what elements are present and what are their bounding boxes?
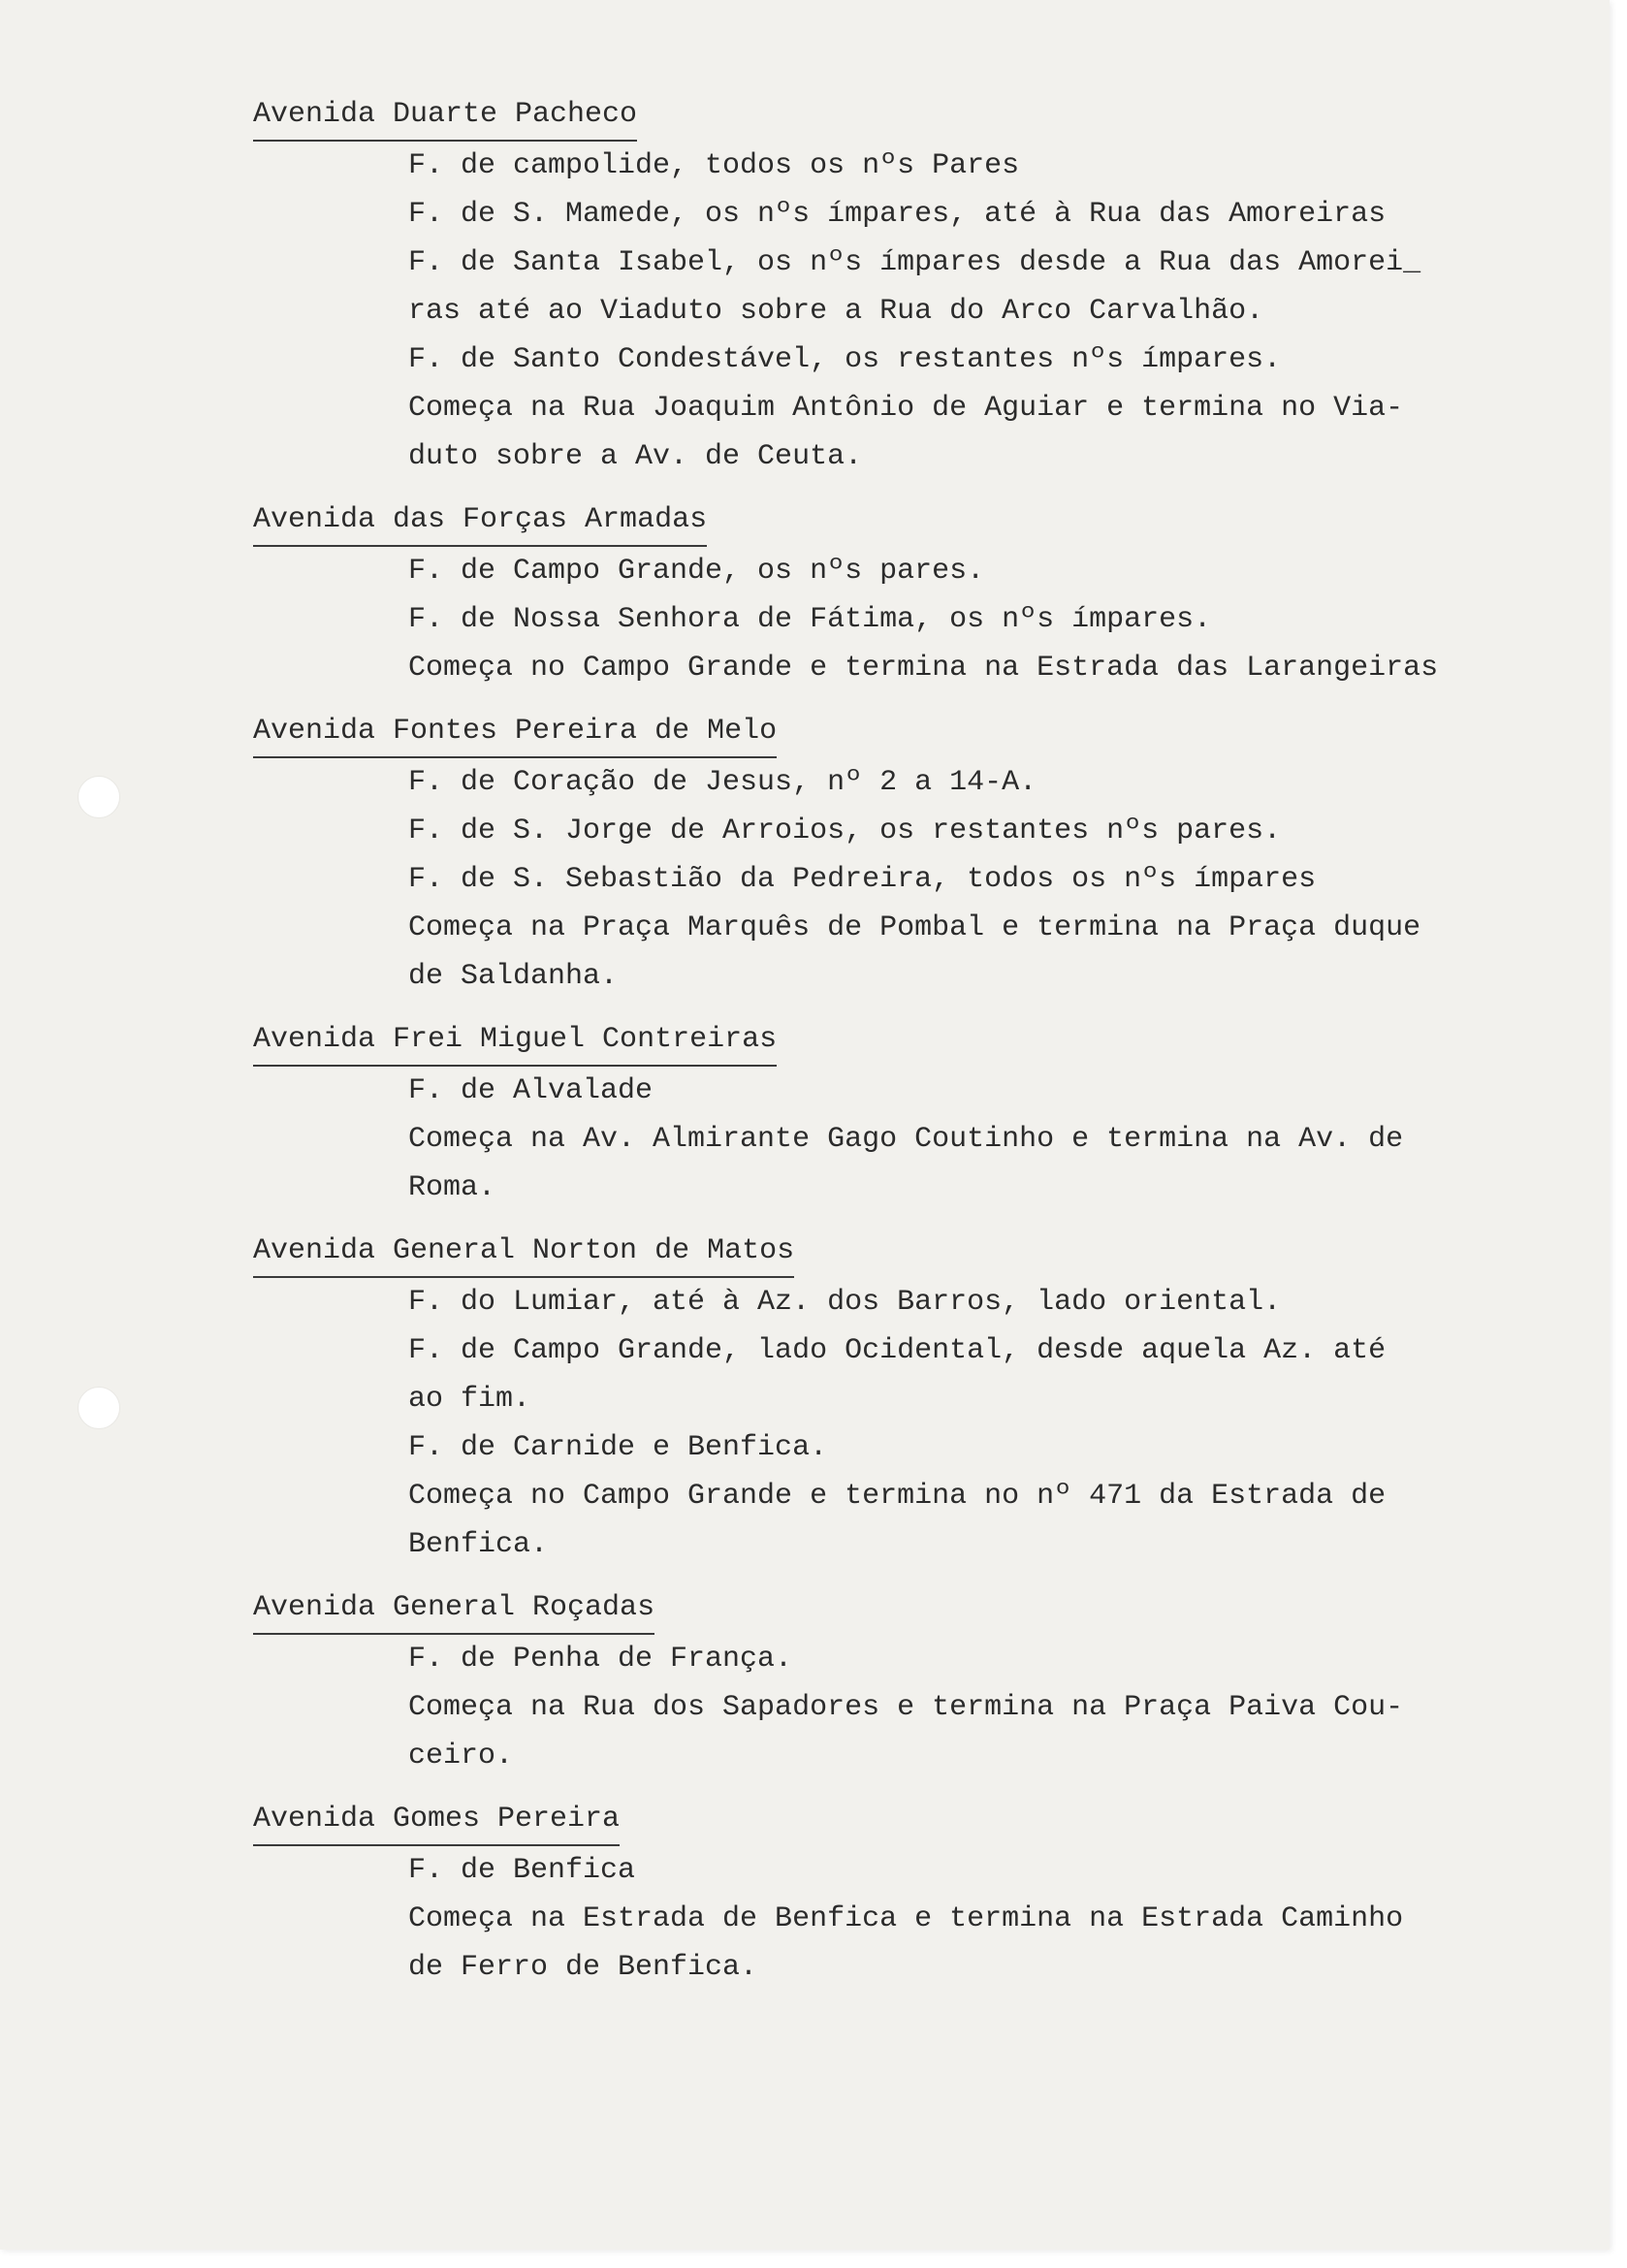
street-entry: [253, 1584, 1438, 1780]
entry-line: Começa no Campo Grande e termina no nº 471 da Estrada de: [408, 1480, 1387, 1513]
entry-line: F. de Santa Isabel, os nºs ímpares desde a Rua das Amorei_: [408, 246, 1421, 279]
entry-line: Começa na Praça Marquês de Pombal e termina na Praça duque: [408, 911, 1421, 944]
street-entry: [253, 1228, 1438, 1569]
entry-line: F. de Benfica: [408, 1854, 636, 1887]
entry-line: F. de Santo Condestável, os restantes nºs ímpares.: [408, 343, 1282, 376]
entry-line: Começa na Estrada de Benfica e termina na Estrada Caminho: [408, 1902, 1404, 1935]
entry-line: de Ferro de Benfica.: [408, 1951, 758, 1984]
street-entry: [253, 91, 1438, 481]
document-body: [253, 91, 1438, 1992]
street-heading: Avenida Gomes Pereira: [253, 1796, 620, 1846]
entry-line: F. de Penha de França.: [408, 1643, 793, 1676]
street-entry: [253, 496, 1438, 692]
entry-line: ceiro.: [408, 1740, 514, 1773]
entry-line: F. de S. Sebastião da Pedreira, todos os nºs ímpares: [408, 863, 1317, 896]
entry-line: F. de Coração de Jesus, nº 2 a 14-A.: [408, 766, 1037, 799]
entry-line: F. de Alvalade: [408, 1074, 654, 1107]
street-heading: Avenida Duarte Pacheco: [253, 91, 637, 142]
entry-line: Roma.: [408, 1171, 496, 1204]
entry-line: de Saldanha.: [408, 960, 619, 993]
punch-hole: [78, 776, 120, 818]
entry-line: F. de Carnide e Benfica.: [408, 1431, 828, 1464]
entry-line: F. de campolide, todos os nºs Pares: [408, 149, 1020, 182]
entry-line: F. de S. Mamede, os nºs ímpares, até à Rua das Amoreiras: [408, 198, 1387, 231]
entry-line: F. de Campo Grande, os nºs pares.: [408, 555, 985, 588]
street-heading: Avenida General Norton de Matos: [253, 1228, 794, 1278]
entry-line: F. do Lumiar, até à Az. dos Barros, lado oriental.: [408, 1286, 1282, 1319]
entry-line: F. de Nossa Senhora de Fátima, os nºs ímpares.: [408, 603, 1212, 636]
entry-line: F. de Campo Grande, lado Ocidental, desde aquela Az. até: [408, 1334, 1387, 1367]
entry-line: ao fim.: [408, 1383, 531, 1416]
entry-line: Começa na Rua Joaquim Antônio de Aguiar e termina no Via-: [408, 392, 1404, 425]
entry-line: F. de S. Jorge de Arroios, os restantes nºs pares.: [408, 815, 1282, 847]
entry-line: duto sobre a Av. de Ceuta.: [408, 440, 863, 473]
entry-line: Começa na Av. Almirante Gago Coutinho e termina na Av. de: [408, 1123, 1404, 1156]
street-heading: Avenida Fontes Pereira de Melo: [253, 708, 777, 758]
street-entry: [253, 708, 1438, 1001]
entry-line: Começa no Campo Grande e termina na Estrada das Larangeiras: [408, 652, 1439, 685]
entry-line: Começa na Rua dos Sapadores e termina na Praça Paiva Cou-: [408, 1691, 1404, 1724]
entry-line: ras até ao Viaduto sobre a Rua do Arco Carvalhão.: [408, 295, 1264, 328]
street-entry: [253, 1796, 1438, 1992]
entry-line: Benfica.: [408, 1528, 549, 1561]
punch-hole: [78, 1387, 120, 1429]
street-heading: Avenida das Forças Armadas: [253, 496, 707, 547]
street-entry: [253, 1016, 1438, 1212]
street-heading: Avenida General Roçadas: [253, 1584, 654, 1635]
street-heading: Avenida Frei Miguel Contreiras: [253, 1016, 777, 1067]
